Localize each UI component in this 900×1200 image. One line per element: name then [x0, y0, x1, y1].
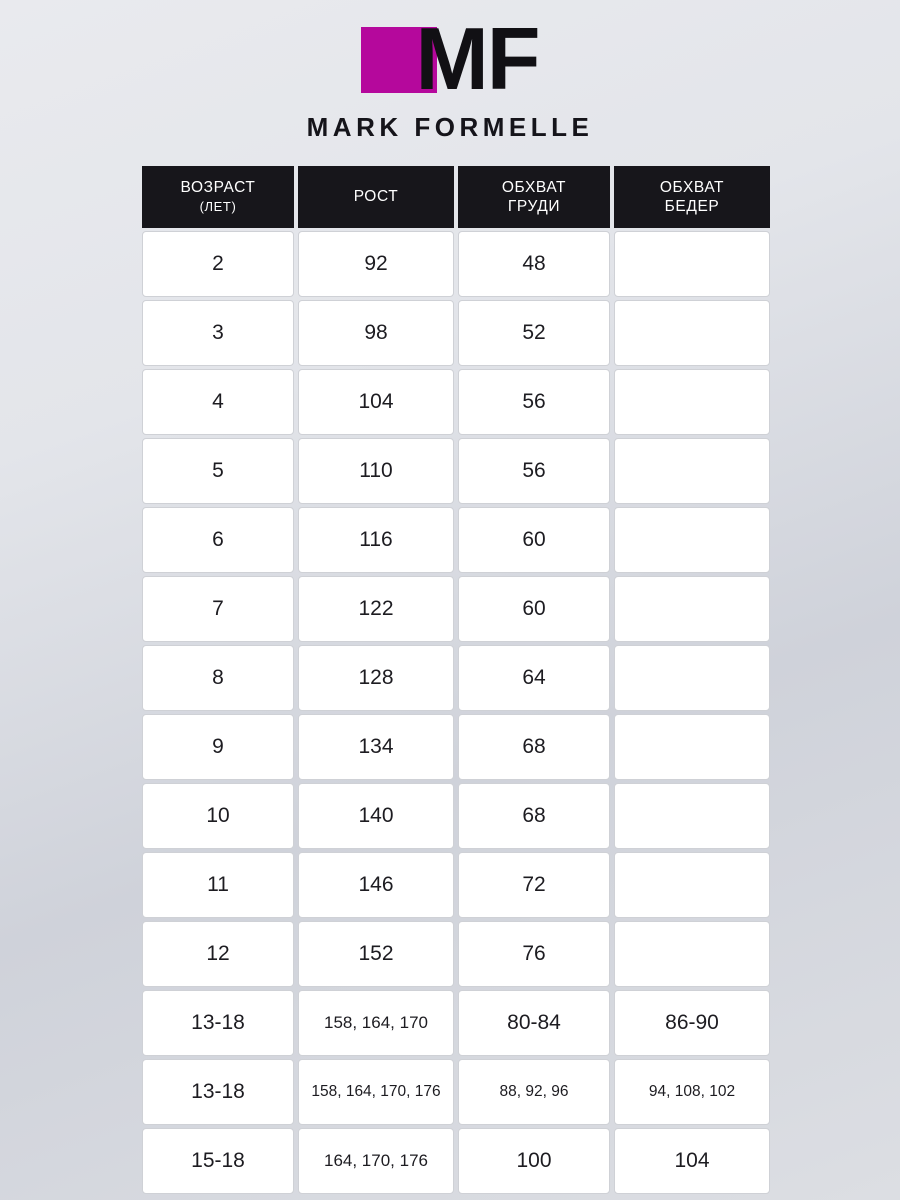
cell-age: 15-18: [142, 1128, 294, 1194]
cell-chest: 60: [458, 507, 610, 573]
cell-age: 10: [142, 783, 294, 849]
cell-hips: [614, 300, 770, 366]
cell-hips: [614, 507, 770, 573]
cell-height: 122: [298, 576, 454, 642]
cell-height: 98: [298, 300, 454, 366]
table-row: [142, 921, 770, 987]
cell-hips: [614, 783, 770, 849]
table-row: [142, 1059, 770, 1125]
cell-chest: 80-84: [458, 990, 610, 1056]
cell-chest: 72: [458, 852, 610, 918]
cell-chest: 60: [458, 576, 610, 642]
table-header-row: [142, 166, 770, 228]
column-header-age-line2: (ЛЕТ): [199, 199, 237, 214]
column-header-height: [298, 166, 454, 228]
cell-chest: 56: [458, 438, 610, 504]
column-header-height-line1: РОСТ: [353, 188, 399, 206]
cell-height: 104: [298, 369, 454, 435]
table-row: [142, 507, 770, 573]
cell-age: 13-18: [142, 1059, 294, 1125]
cell-age: 12: [142, 921, 294, 987]
cell-hips: 94, 108, 102: [614, 1059, 770, 1125]
column-header-hips: [614, 166, 770, 228]
table-row: [142, 783, 770, 849]
cell-hips: [614, 438, 770, 504]
cell-hips: [614, 369, 770, 435]
cell-height: 146: [298, 852, 454, 918]
cell-chest: 56: [458, 369, 610, 435]
cell-chest: 48: [458, 231, 610, 297]
cell-height: 152: [298, 921, 454, 987]
cell-age: 7: [142, 576, 294, 642]
table-row: [142, 714, 770, 780]
cell-age: 4: [142, 369, 294, 435]
cell-hips: [614, 645, 770, 711]
table-row: [142, 300, 770, 366]
cell-hips: 104: [614, 1128, 770, 1194]
cell-chest: 76: [458, 921, 610, 987]
column-header-chest-line1: ОБХВАТ: [501, 178, 567, 196]
logo-letters: MF: [415, 9, 539, 108]
cell-chest: 68: [458, 783, 610, 849]
table-row: [142, 1128, 770, 1194]
cell-chest: 100: [458, 1128, 610, 1194]
cell-chest: 88, 92, 96: [458, 1059, 610, 1125]
cell-age: 6: [142, 507, 294, 573]
cell-height: 110: [298, 438, 454, 504]
cell-height: 116: [298, 507, 454, 573]
table-row: [142, 645, 770, 711]
cell-age: 11: [142, 852, 294, 918]
cell-hips: [614, 231, 770, 297]
cell-height: 140: [298, 783, 454, 849]
brand-logo: [0, 0, 900, 143]
table-row: [142, 231, 770, 297]
cell-height: 92: [298, 231, 454, 297]
table-body: [142, 231, 770, 1194]
cell-hips: [614, 576, 770, 642]
cell-chest: 68: [458, 714, 610, 780]
cell-age: 8: [142, 645, 294, 711]
table-row: [142, 438, 770, 504]
table-row: [142, 852, 770, 918]
cell-hips: [614, 714, 770, 780]
size-table: [138, 163, 774, 1197]
table-row: [142, 576, 770, 642]
cell-height: 158, 164, 170, 176: [298, 1059, 454, 1125]
cell-age: 9: [142, 714, 294, 780]
cell-chest: 52: [458, 300, 610, 366]
cell-height: 134: [298, 714, 454, 780]
cell-hips: 86-90: [614, 990, 770, 1056]
table-row: [142, 369, 770, 435]
size-table-container: [138, 163, 762, 1197]
column-header-age-line1: ВОЗРАСТ: [180, 178, 256, 196]
column-header-chest-line2: ГРУДИ: [507, 198, 561, 215]
cell-height: 128: [298, 645, 454, 711]
column-header-chest: [458, 166, 610, 228]
table-row: [142, 990, 770, 1056]
column-header-hips-line2: БЕДЕР: [664, 198, 720, 215]
cell-height: 158, 164, 170: [298, 990, 454, 1056]
logo-mark: [361, 9, 539, 108]
cell-hips: [614, 921, 770, 987]
cell-age: 5: [142, 438, 294, 504]
brand-name: MARK FORMELLE: [306, 112, 594, 142]
cell-hips: [614, 852, 770, 918]
cell-height: 164, 170, 176: [298, 1128, 454, 1194]
column-header-age: [142, 166, 294, 228]
column-header-hips-line1: ОБХВАТ: [659, 178, 725, 196]
cell-age: 2: [142, 231, 294, 297]
cell-chest: 64: [458, 645, 610, 711]
cell-age: 13-18: [142, 990, 294, 1056]
cell-age: 3: [142, 300, 294, 366]
